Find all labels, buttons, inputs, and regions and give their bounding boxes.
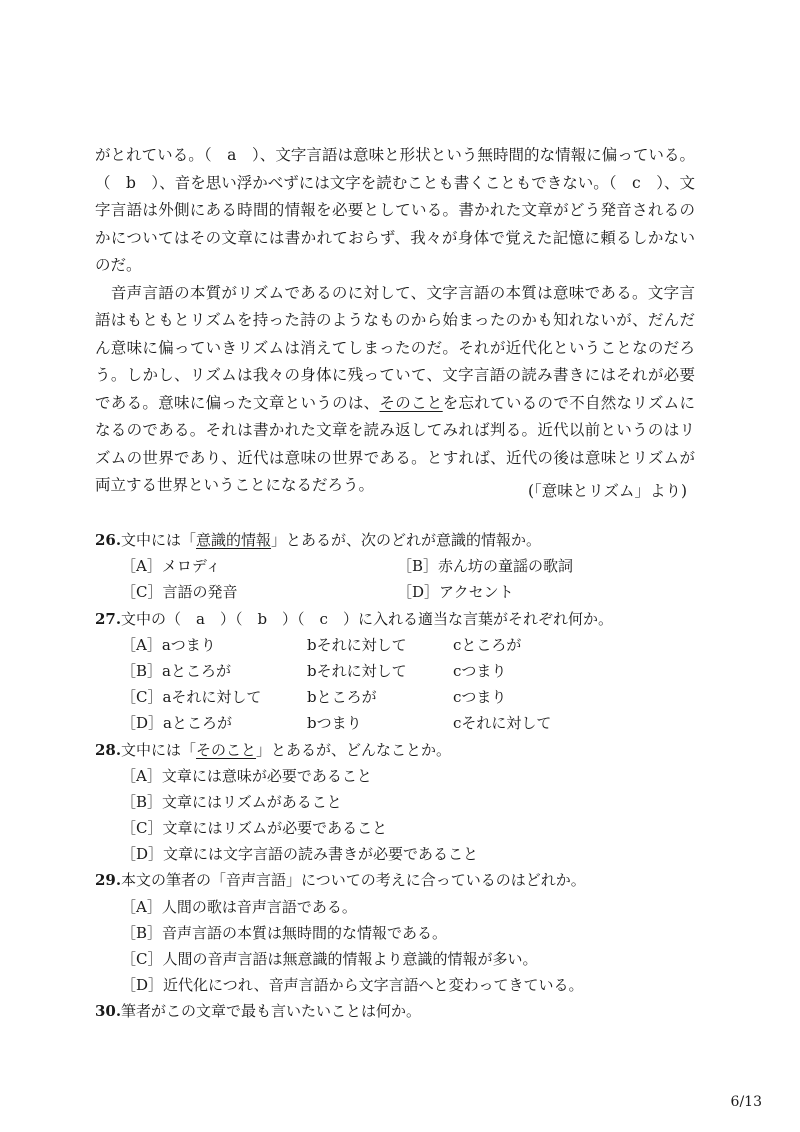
question-number: 29. — [95, 871, 122, 890]
passage-source: (「意味とリズム」より) — [527, 482, 687, 500]
underlined-phrase: そのこと — [196, 740, 257, 759]
passage-line: （ b ）、音を思い浮かべずには文字を読むことも書くこともできない。（ c ）、文 — [95, 173, 695, 192]
option-row — [95, 579, 735, 605]
passage-line: がとれている。（ a ）、文字言語は意味と形状という無時間的な情報に偏っている。 — [95, 146, 695, 164]
question-30: 30.筆者がこの文章で最も言いたいことは何か。 — [95, 998, 735, 1024]
option-a[interactable]: ［A］aつまり bそれに対して cところが — [121, 635, 522, 654]
question-26: 26.文中には「意識的情報」とあるが、次のどれが意識的情報か。 — [95, 527, 735, 553]
option-b[interactable]: ［B］赤ん坊の童謡の歌詞 — [397, 557, 574, 576]
option-row — [95, 553, 735, 579]
reading-passage — [95, 142, 695, 500]
option-c[interactable]: ［C］文章にはリズムが必要であること — [121, 819, 388, 838]
option-c[interactable]: ［C］人間の音声言語は無意識的情報より意識的情報が多い。 — [121, 950, 538, 968]
option-d[interactable]: ［D］aところが bつまり cそれに対して — [121, 714, 552, 733]
passage-line: ん意味に偏っていきリズムは消えてしまったのだ。それが近代化ということなのだろ — [95, 338, 695, 357]
underlined-phrase: そのこと — [379, 393, 443, 412]
underlined-phrase: 意識的情報 — [196, 531, 272, 549]
option-a[interactable]: ［A］文章には意味が必要であること — [121, 766, 372, 785]
option-d[interactable]: ［D］文章には文字言語の読み書きが必要であること — [121, 845, 479, 864]
page-number: 6/13 — [730, 1094, 762, 1110]
question-number: 27. — [95, 609, 122, 628]
option-b[interactable]: ［B］aところが bそれに対して cつまり — [121, 661, 507, 680]
option-d[interactable]: ［D］近代化につれ、音声言語から文字言語へと変わってきている。 — [121, 976, 584, 995]
option-a[interactable]: ［A］メロディ — [121, 557, 221, 576]
option-a[interactable]: ［A］人間の歌は音声言語である。 — [121, 897, 357, 916]
option-c[interactable]: ［C］aそれに対して bところが cつまり — [121, 688, 507, 707]
question-number: 28. — [95, 740, 122, 759]
passage-line: う。しかし、リズムは我々の身体に残っていて、文字言語の読み書きにはそれが必要 — [95, 366, 695, 384]
passage-line: 字言語は外側にある時間的情報を必要としている。書かれた文章がどう発音されるの — [95, 201, 695, 219]
passage-line: なるのである。それは書かれた文章を読み返してみれば判る。近代以前というのはリ — [95, 421, 695, 439]
passage-line: 語はもともとリズムを持った詩のようなものから始まったのかも知れないが、だんだ — [95, 311, 695, 329]
question-28: 28.文中には「そのこと」とあるが、どんなことか。 — [95, 737, 735, 763]
question-number: 26. — [95, 531, 122, 549]
question-number: 30. — [95, 1002, 122, 1021]
passage-line: のだ。 — [95, 256, 142, 274]
option-b[interactable]: ［B］音声言語の本質は無時間的な情報である。 — [121, 923, 448, 942]
question-list — [95, 527, 735, 1025]
option-b[interactable]: ［B］文章にはリズムがあること — [121, 792, 342, 811]
passage-line: 音声言語の本質がリズムであるのに対して、文字言語の本質は意味である。文字言 — [95, 283, 695, 302]
passage-line: かについてはその文章には書かれておらず、我々が身体で覚えた記憶に頼るしかない — [95, 228, 695, 247]
option-c[interactable]: ［C］言語の発音 — [121, 583, 238, 602]
question-27: 27.文中の（ a ）（ b ）（ c ）に入れる適当な言葉がそれぞれ何か。 — [95, 606, 735, 632]
passage-line: ズムの世界であり、近代は意味の世界である。とすれば、近代の後は意味とリズムが — [95, 448, 695, 467]
passage-line: 両立する世界ということになるだろう。 — [95, 476, 375, 494]
option-d[interactable]: ［D］アクセント — [397, 583, 514, 602]
question-29: 29.本文の筆者の「音声言語」についての考えに合っているのはどれか。 — [95, 867, 735, 893]
passage-line: である。意味に偏った文章というのは、そのことを忘れているので不自然なリズムに — [95, 393, 695, 412]
